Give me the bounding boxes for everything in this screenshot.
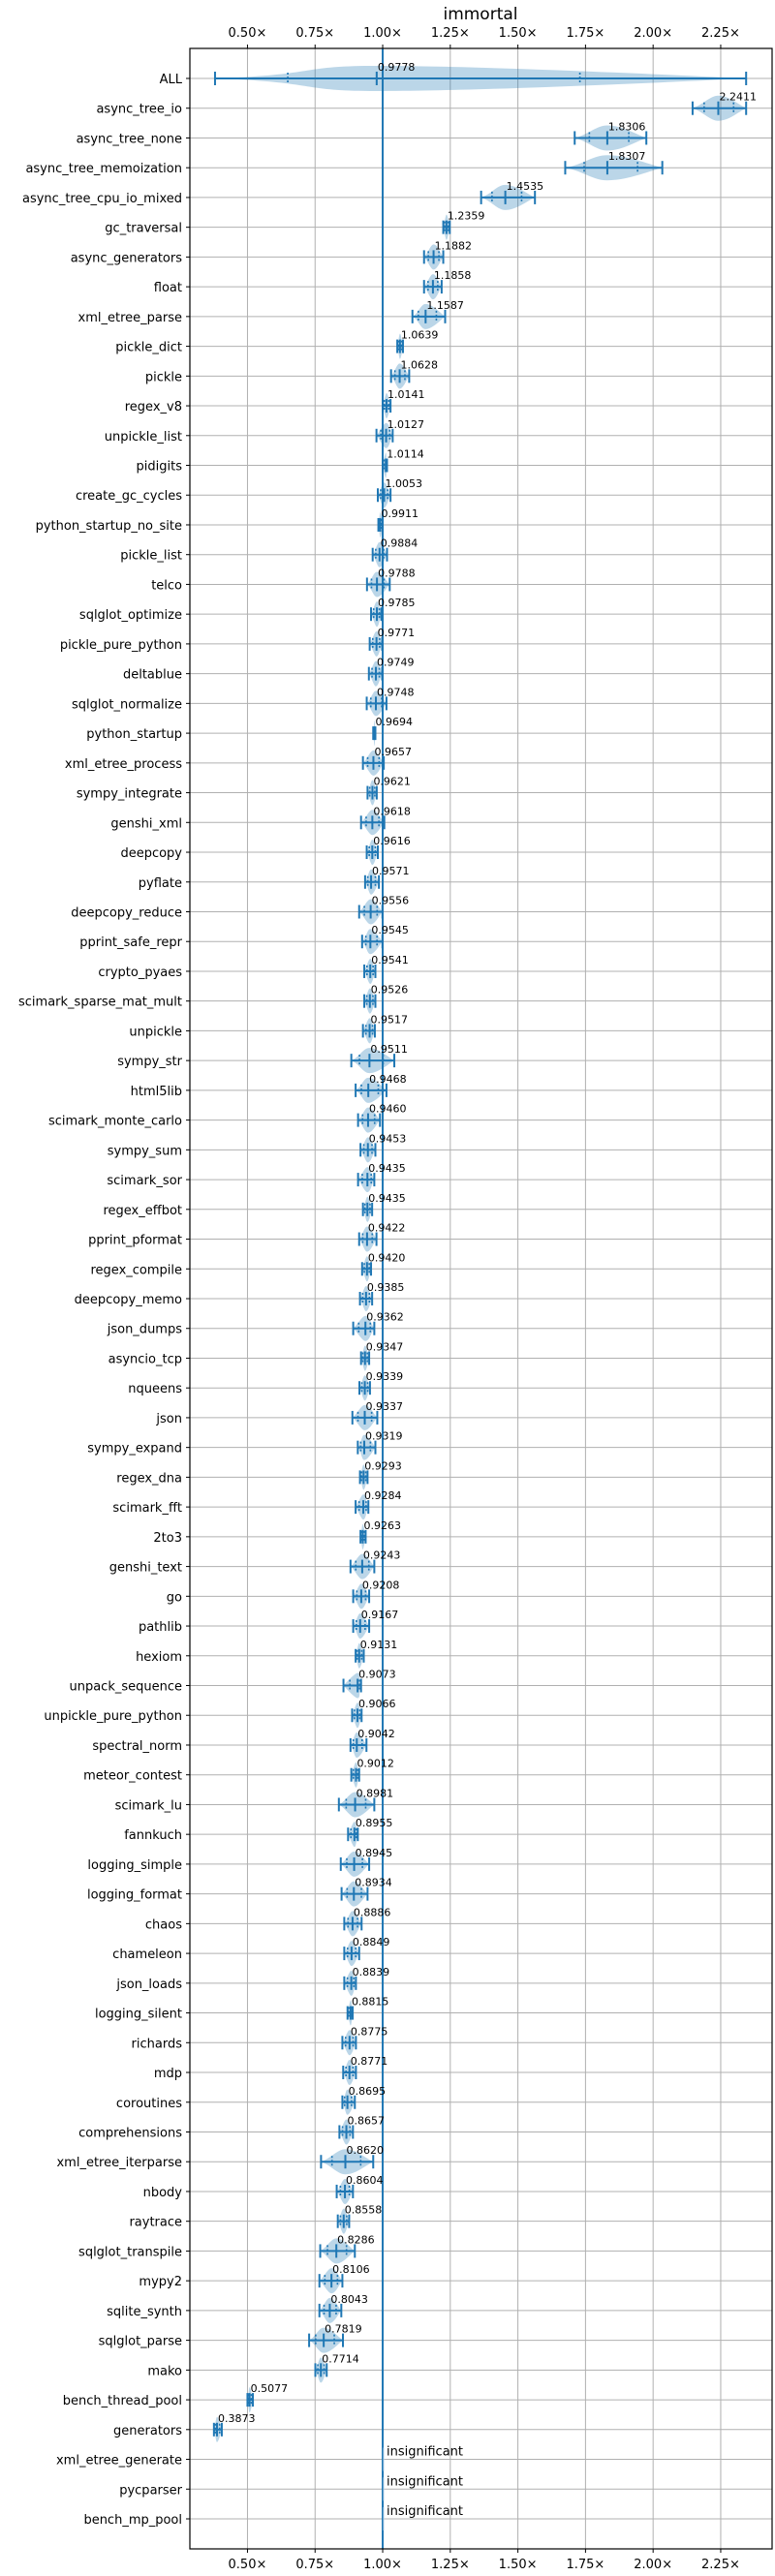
y-tick-label: sqlglot_optimize <box>78 608 182 624</box>
y-tick-label: bench_thread_pool <box>62 2394 182 2409</box>
median-label: 0.8955 <box>355 1817 393 1830</box>
x-tick-label-bottom: 1.50× <box>498 2558 538 2572</box>
median-label: 0.9167 <box>360 1609 399 1622</box>
violin-genshi_xml <box>361 805 411 835</box>
violin-raytrace <box>338 2204 383 2234</box>
violin-deltablue <box>369 657 415 687</box>
y-tick-labels <box>18 73 190 2528</box>
violin-sqlglot_normalize <box>367 686 415 716</box>
y-tick-label: deepcopy_memo <box>74 1293 182 1307</box>
x-tick-label-bottom: 0.50× <box>228 2558 267 2572</box>
median-label: 1.1587 <box>426 298 464 312</box>
violin-spectral_norm <box>351 1728 395 1758</box>
x-tick-label-top: 0.75× <box>295 26 335 41</box>
violin-pickle_list <box>373 537 418 567</box>
y-tick-label: hexiom <box>136 1649 182 1665</box>
x-tick-label-top: 1.25× <box>430 26 470 41</box>
y-tick-label: float <box>153 281 182 296</box>
violin-mdp <box>343 2055 388 2085</box>
x-tick-label-bottom: 0.75× <box>295 2558 335 2572</box>
violin-sympy_integrate <box>367 776 411 806</box>
median-label: 0.9748 <box>376 686 415 699</box>
y-tick-label: pickle_pure_python <box>59 637 182 653</box>
median-label: 0.9511 <box>370 1043 408 1057</box>
violin-sqlite_synth <box>320 2293 368 2323</box>
chart-title: immortal <box>443 5 518 24</box>
violin-pickle_pure_python <box>370 627 416 657</box>
median-label: 0.9694 <box>375 716 413 729</box>
y-tick-label: sympy_expand <box>87 1441 182 1457</box>
violin-nbody <box>337 2174 384 2204</box>
violin-sympy_expand <box>357 1430 402 1460</box>
y-tick-label: sqlglot_parse <box>98 2334 182 2349</box>
median-label: 0.9778 <box>377 61 416 74</box>
violin-async_generators <box>424 239 472 269</box>
y-tick-label: mdp <box>153 2067 182 2082</box>
median-label: 1.1858 <box>433 269 472 283</box>
violin-deepcopy <box>367 835 411 865</box>
violin-python_startup <box>373 716 413 746</box>
median-label: 0.8695 <box>348 2084 387 2098</box>
y-tick-label: scimark_lu <box>114 1798 182 1814</box>
median-label: 0.8286 <box>337 2233 375 2247</box>
x-tick-label-bottom: 2.25× <box>701 2558 740 2572</box>
y-tick-label: mako <box>147 2364 182 2379</box>
median-label: 1.8306 <box>607 120 646 134</box>
y-tick-label: unpack_sequence <box>69 1679 182 1695</box>
y-tick-label: python_startup_no_site <box>35 518 182 534</box>
y-tick-label: pickle <box>144 370 182 385</box>
y-tick-label: async_tree_io <box>96 102 182 117</box>
median-label: 0.8558 <box>344 2203 383 2217</box>
y-tick-label: deepcopy_reduce <box>71 905 182 921</box>
violin-sqlglot_transpile <box>321 2233 375 2263</box>
y-tick-label: async_tree_cpu_io_mixed <box>22 191 182 206</box>
median-label: 0.9012 <box>356 1757 394 1770</box>
y-tick-label: pickle_dict <box>115 340 182 355</box>
median-label: 0.8043 <box>330 2292 368 2306</box>
median-label: 0.8934 <box>355 1876 392 1889</box>
median-label: 0.9066 <box>357 1698 396 1711</box>
median-label: 0.9435 <box>368 1191 406 1205</box>
median-label: 0.9339 <box>365 1370 404 1384</box>
median-label: 0.9422 <box>367 1221 406 1235</box>
x-tick-label-top: 2.25× <box>701 26 740 41</box>
y-tick-label: xml_etree_iterparse <box>56 2156 182 2171</box>
y-tick-label: scimark_fft <box>112 1501 182 1517</box>
y-tick-label: pycparser <box>119 2483 182 2499</box>
y-tick-label: xml_etree_process <box>64 756 182 772</box>
violin-pathlib <box>354 1609 399 1639</box>
y-tick-label: meteor_contest <box>83 1768 182 1784</box>
y-tick-label: sqlglot_transpile <box>78 2245 182 2260</box>
x-tick-label-bottom: 1.00× <box>363 2558 402 2572</box>
median-label: 0.8657 <box>347 2114 386 2128</box>
median-label: 1.0639 <box>400 328 439 342</box>
median-label: 0.9911 <box>381 506 419 520</box>
y-tick-label: mypy2 <box>139 2275 182 2290</box>
violin-xml_etree_process <box>363 746 412 776</box>
y-tick-label: deltablue <box>122 667 182 683</box>
violin-scimark_fft <box>356 1489 401 1519</box>
violin-unpack_sequence <box>344 1669 396 1699</box>
y-tick-label: unpickle <box>129 1025 182 1040</box>
median-label: 0.9435 <box>368 1162 406 1176</box>
violin-coroutines <box>342 2085 386 2115</box>
x-tick-label-bottom: 1.25× <box>430 2558 470 2572</box>
y-tick-label: xml_etree_generate <box>55 2453 182 2469</box>
y-tick-label: json <box>156 1411 182 1426</box>
y-tick-label: ALL <box>159 73 182 87</box>
median-label: 0.9541 <box>371 953 409 966</box>
y-tick-label: pprint_pformat <box>88 1233 182 1248</box>
violin-pyflate <box>365 865 410 895</box>
median-label: 0.9453 <box>368 1132 407 1146</box>
y-tick-label: fannkuch <box>124 1828 182 1844</box>
y-tick-label: regex_compile <box>90 1263 182 1278</box>
median-label: 0.9556 <box>371 894 410 907</box>
violin-generators <box>214 2412 256 2442</box>
violin-pickle <box>391 358 438 388</box>
median-label: 0.9571 <box>372 864 410 877</box>
violin-richards <box>342 2025 388 2055</box>
violin-telco <box>367 567 416 597</box>
median-label: 0.3873 <box>217 2411 256 2425</box>
median-label: 0.7714 <box>322 2352 359 2366</box>
median-label: 0.9337 <box>365 1399 404 1413</box>
y-tick-label: async_tree_none <box>76 132 182 147</box>
y-tick-label: logging_silent <box>94 2007 182 2022</box>
median-label: 0.8981 <box>356 1787 394 1800</box>
median-label: 0.9208 <box>361 1579 400 1592</box>
violin-json_dumps <box>354 1311 404 1341</box>
median-label: 0.8839 <box>352 1965 390 1978</box>
median-label: 0.9618 <box>373 805 411 818</box>
violin-async_tree_io <box>693 91 757 121</box>
median-label: 0.9517 <box>370 1013 409 1027</box>
violin-async_tree_memoization <box>565 150 662 180</box>
x-tick-label-top: 1.75× <box>566 26 605 41</box>
y-tick-label: richards <box>131 2037 182 2052</box>
violin-regex_v8 <box>383 388 424 418</box>
violin-regex_effbot <box>363 1192 406 1222</box>
y-tick-label: sympy_sum <box>107 1144 182 1159</box>
violin-float <box>424 269 472 299</box>
y-tick-label: pidigits <box>136 459 182 475</box>
y-tick-label: logging_simple <box>87 1857 182 1873</box>
y-tick-label: regex_v8 <box>124 400 182 415</box>
y-tick-label: asyncio_tcp <box>108 1352 182 1367</box>
median-label: 0.9385 <box>366 1281 405 1294</box>
insignificant-label: insignificant <box>387 2444 464 2460</box>
median-label: 0.9785 <box>378 597 416 610</box>
median-label: 0.9616 <box>373 835 411 848</box>
y-tick-label: sqlglot_normalize <box>71 697 182 713</box>
x-tick-label-top: 1.50× <box>498 26 538 41</box>
median-label: 1.4535 <box>506 179 544 193</box>
median-label: 0.9788 <box>378 567 416 580</box>
insignificant-label: insignificant <box>387 2474 464 2490</box>
median-label: 0.9545 <box>371 924 409 937</box>
violin-pickle_dict <box>397 329 438 359</box>
y-tick-label: regex_effbot <box>103 1203 182 1218</box>
violin-2to3 <box>360 1519 401 1549</box>
y-tick-label: async_generators <box>70 251 182 266</box>
median-label: 1.0628 <box>400 358 439 372</box>
violin-bench_mp_pool <box>384 2504 463 2530</box>
violin-comprehensions <box>339 2114 385 2144</box>
violin-regex_compile <box>362 1251 406 1281</box>
y-tick-label: chameleon <box>112 1947 182 1963</box>
median-label: 0.9771 <box>377 626 416 639</box>
violin-meteor_contest <box>352 1758 394 1788</box>
violin-html5lib <box>356 1073 407 1103</box>
median-label: 0.9460 <box>368 1102 407 1116</box>
median-label: 0.8620 <box>346 2144 385 2158</box>
violin-mypy2 <box>320 2263 370 2293</box>
median-label: 1.1882 <box>434 239 473 253</box>
median-label: 1.2359 <box>447 209 485 223</box>
median-label: 0.9468 <box>369 1072 407 1086</box>
median-label: 0.9319 <box>365 1429 403 1443</box>
y-tick-label: raytrace <box>129 2215 182 2230</box>
violin-xml_etree_generate <box>384 2445 463 2471</box>
y-tick-label: pyflate <box>138 875 182 891</box>
x-tick-label-top: 2.00× <box>634 26 673 41</box>
y-tick-label: coroutines <box>115 2096 182 2111</box>
violin-hexiom <box>356 1639 397 1669</box>
y-tick-label: pathlib <box>138 1620 182 1636</box>
median-label: 0.9284 <box>364 1489 402 1503</box>
violin-scimark_lu <box>339 1787 393 1817</box>
violin-sqlglot_optimize <box>371 597 416 627</box>
x-tick-label-top: 0.50× <box>228 26 267 41</box>
y-tick-label: generators <box>113 2423 182 2438</box>
y-tick-label: chaos <box>144 1917 182 1933</box>
median-label: 0.8849 <box>352 1936 390 1949</box>
y-tick-label: json_loads <box>116 1977 182 1992</box>
median-label: 0.9131 <box>359 1638 398 1651</box>
median-label: 0.9526 <box>370 983 409 997</box>
violin-xml_etree_parse <box>413 299 464 329</box>
median-label: 0.9293 <box>364 1459 402 1473</box>
violin-deepcopy_reduce <box>359 894 409 924</box>
median-label: 1.0127 <box>387 417 425 431</box>
median-label: 0.9884 <box>380 537 418 550</box>
violin-pidigits <box>383 448 424 478</box>
median-label: 0.8886 <box>353 1906 391 1919</box>
median-label: 1.0141 <box>387 388 425 402</box>
x-tick-label-bottom: 1.75× <box>566 2558 605 2572</box>
y-tick-label: gc_traversal <box>105 221 182 236</box>
violin-crypto_pyaes <box>364 954 409 984</box>
x-tick-label-top: 1.00× <box>363 26 402 41</box>
violin-pprint_safe_repr <box>362 924 409 954</box>
median-label: 0.5077 <box>250 2382 289 2396</box>
y-tick-label: html5lib <box>130 1084 182 1099</box>
violin-logging_simple <box>341 1847 392 1877</box>
median-label: 1.0053 <box>385 477 423 491</box>
median-label: 0.9362 <box>366 1310 404 1324</box>
y-tick-label: python_startup <box>86 727 182 743</box>
violin-xml_etree_iterparse <box>321 2144 384 2174</box>
median-label: 1.8307 <box>607 150 646 164</box>
median-label: 0.9243 <box>362 1549 401 1562</box>
violin-go <box>354 1579 400 1609</box>
violin-bench_thread_pool <box>247 2382 288 2412</box>
y-tick-label: go <box>166 1590 182 1606</box>
y-tick-label: unpickle_list <box>104 429 182 445</box>
violin-ALL <box>215 61 746 91</box>
median-label: 0.9621 <box>373 775 411 788</box>
violin-python_startup_no_site <box>379 507 418 537</box>
violin-logging_format <box>342 1877 392 1907</box>
y-tick-label: logging_format <box>86 1887 182 1903</box>
y-tick-label: xml_etree_parse <box>78 310 182 325</box>
violin-sympy_str <box>352 1043 408 1073</box>
violin-create_gc_cycles <box>378 477 422 507</box>
y-tick-label: pickle_list <box>120 548 182 564</box>
violin-gc_traversal <box>444 210 485 240</box>
y-tick-label: nbody <box>142 2185 182 2200</box>
median-label: 0.9263 <box>363 1518 401 1532</box>
y-tick-label: sympy_integrate <box>76 786 182 802</box>
median-label: 0.8771 <box>350 2055 388 2069</box>
y-tick-label: nqueens <box>128 1382 182 1397</box>
y-tick-label: genshi_xml <box>110 816 182 832</box>
violin-fannkuch <box>348 1817 392 1847</box>
y-tick-label: scimark_sor <box>107 1174 182 1189</box>
median-label: 0.7819 <box>325 2322 362 2336</box>
violin-unpickle <box>363 1013 408 1043</box>
median-label: 2.2411 <box>719 90 757 104</box>
y-tick-label: comprehensions <box>78 2126 182 2141</box>
y-tick-label: deepcopy <box>120 846 182 862</box>
violin-pycparser <box>384 2474 463 2500</box>
y-tick-label: create_gc_cycles <box>75 489 182 505</box>
violin-mako <box>316 2352 359 2382</box>
y-tick-label: crypto_pyaes <box>98 965 182 980</box>
violin-json <box>353 1400 403 1430</box>
y-tick-label: telco <box>151 578 182 594</box>
y-tick-label: bench_mp_pool <box>83 2513 182 2528</box>
y-tick-label: async_tree_memoization <box>25 162 182 177</box>
y-tick-label: 2to3 <box>153 1530 182 1546</box>
violin-unpickle_pure_python <box>352 1698 395 1728</box>
y-tick-label: scimark_monte_carlo <box>47 1114 182 1129</box>
x-tick-label-bottom: 2.00× <box>634 2558 673 2572</box>
median-label: 0.9073 <box>358 1668 396 1681</box>
violin-scimark_sparse_mat_mult <box>364 984 408 1014</box>
y-tick-label: scimark_sparse_mat_mult <box>18 995 182 1010</box>
y-tick-label: spectral_norm <box>92 1738 182 1754</box>
y-tick-label: sqlite_synth <box>107 2304 182 2319</box>
median-label: 0.9749 <box>377 656 415 669</box>
median-label: 0.8815 <box>351 1995 389 2009</box>
y-tick-label: genshi_text <box>108 1560 182 1576</box>
median-label: 1.0114 <box>387 447 424 461</box>
violin-regex_dna <box>360 1459 402 1489</box>
y-tick-label: regex_dna <box>116 1471 182 1487</box>
y-tick-label: unpickle_pure_python <box>44 1709 182 1725</box>
violin-genshi_text <box>351 1549 401 1579</box>
median-label: 0.9657 <box>374 745 412 758</box>
violin-nqueens <box>359 1370 403 1400</box>
insignificant-label: insignificant <box>387 2504 464 2519</box>
y-tick-label: sympy_str <box>117 1055 182 1070</box>
grid <box>190 48 772 2549</box>
y-tick-label: pprint_safe_repr <box>79 935 182 951</box>
median-label: 0.9042 <box>357 1727 395 1740</box>
violin-chaos <box>344 1906 390 1936</box>
violin-sqlglot_parse <box>309 2323 362 2353</box>
median-label: 0.8604 <box>346 2173 384 2187</box>
median-label: 0.8775 <box>350 2025 388 2039</box>
violin-async_tree_cpu_io_mixed <box>481 180 543 210</box>
median-label: 0.8106 <box>332 2263 370 2277</box>
median-label: 0.8945 <box>355 1846 393 1859</box>
y-tick-label: json_dumps <box>107 1322 182 1337</box>
median-label: 0.9420 <box>367 1251 406 1265</box>
median-label: 0.9347 <box>365 1340 404 1354</box>
